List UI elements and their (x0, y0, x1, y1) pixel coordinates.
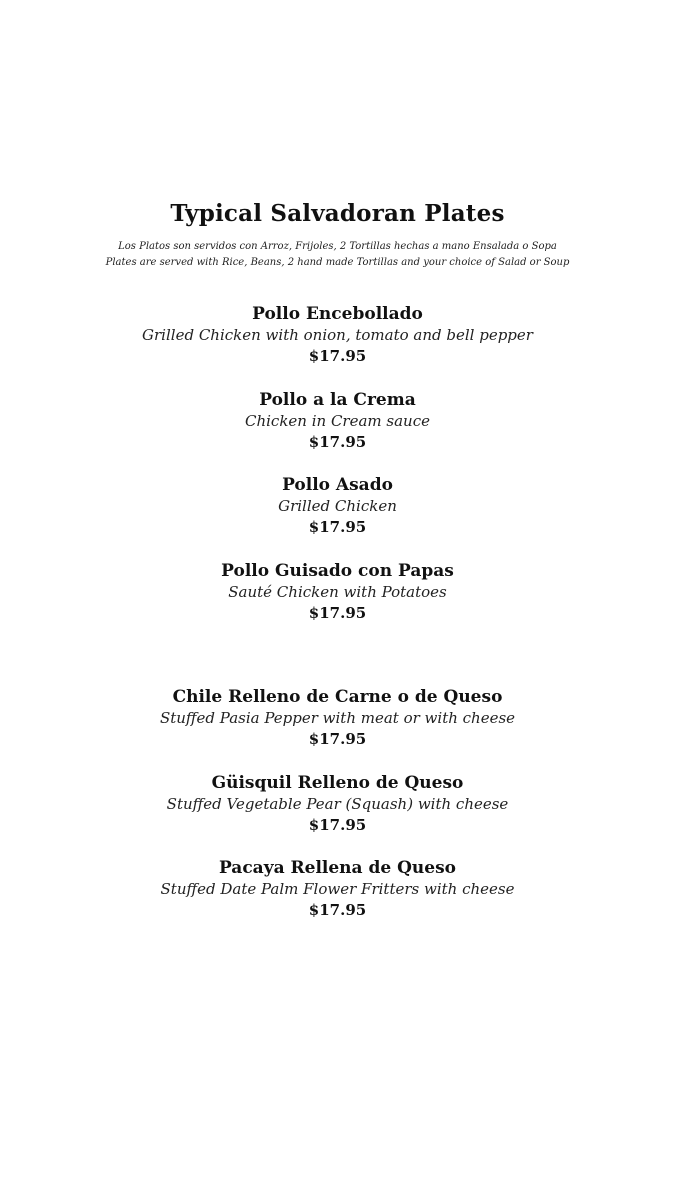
item-name: Pollo a la Crema (259, 390, 416, 410)
item-name: Pollo Guisado con Papas (221, 561, 454, 581)
item-name: Chile Relleno de Carne o de Queso (172, 687, 503, 707)
page-title: Typical Salvadoran Plates (170, 200, 505, 227)
item-description: Grilled Chicken with onion, tomato and bell pepper (142, 326, 533, 344)
item-description: Sauté Chicken with Potatoes (228, 583, 447, 601)
subtitle-english: Plates are served with Rice, Beans, 2 hand made Tortillas and your choice of Salad or Soup (105, 257, 570, 268)
item-price: $17.95 (308, 604, 367, 622)
item-description: Stuffed Date Palm Flower Fritters with cheese (160, 880, 515, 898)
item-price: $17.95 (308, 901, 367, 919)
item-name: Pollo Encebollado (252, 304, 423, 324)
item-description: Stuffed Pasia Pepper with meat or with cheese (159, 709, 516, 727)
menu-item (0, 686, 675, 750)
item-price: $17.95 (308, 816, 367, 834)
item-price: $17.95 (308, 730, 367, 748)
item-description: Grilled Chicken (278, 497, 397, 515)
item-name: Pollo Asado (282, 475, 393, 495)
item-name: Pacaya Rellena de Queso (218, 858, 456, 878)
menu-item (0, 303, 675, 367)
item-price: $17.95 (308, 433, 367, 451)
item-price: $17.95 (308, 347, 367, 365)
subtitle-spanish: Los Platos son servidos con Arroz, Frijoles, 2 Tortillas hechas a mano Ensalada o Sopa (118, 241, 557, 252)
menu-item (0, 560, 675, 624)
item-price: $17.95 (308, 518, 367, 536)
item-description: Chicken in Cream sauce (245, 412, 430, 430)
item-description: Stuffed Vegetable Pear (Squash) with cheese (166, 795, 509, 813)
menu-item (0, 857, 675, 921)
menu-item (0, 474, 675, 538)
menu-item (0, 389, 675, 453)
item-name: Güisquil Relleno de Queso (211, 773, 464, 793)
menu-item (0, 772, 675, 836)
